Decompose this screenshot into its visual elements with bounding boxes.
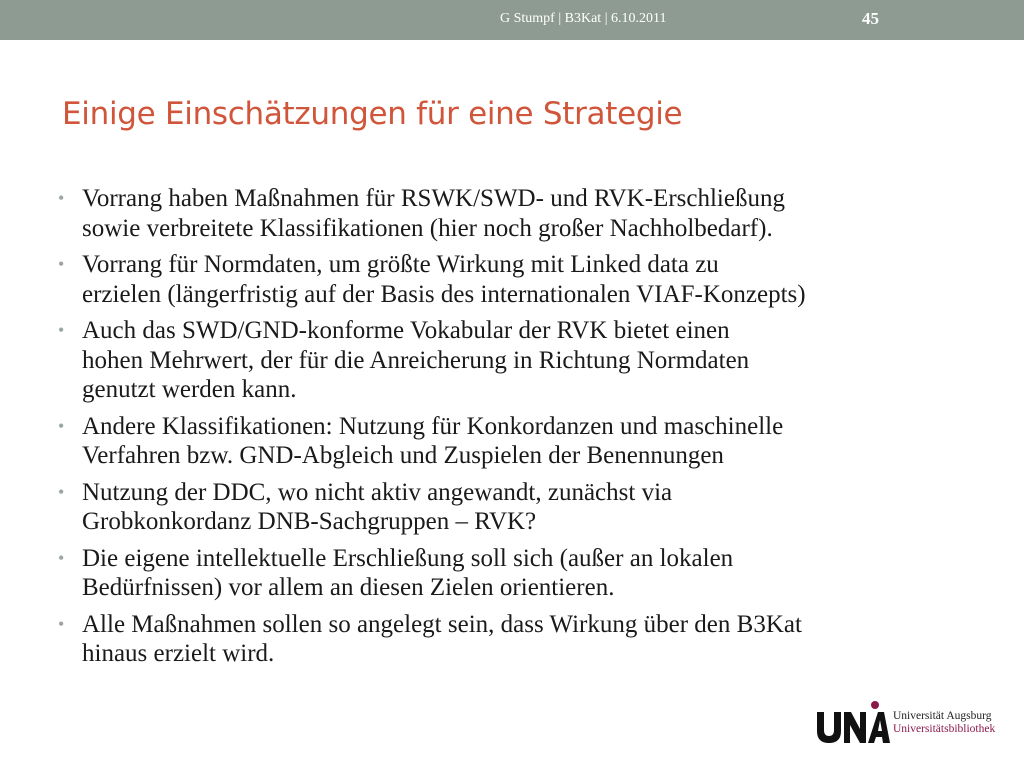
bullet-line: Alle Maßnahmen sollen so angelegt sein, dass Wirkung über den B3Kat [82,610,802,638]
bullet-icon: • [58,415,65,436]
bullet-list [58,184,978,676]
bullet-line: hohen Mehrwert, der für die Anreicherung in Richtung Normdaten [82,346,750,374]
university-logo [815,698,995,748]
bullet-item [58,250,978,309]
bullet-line: Bedürfnissen) vor allem an diesen Zielen orientieren. [82,574,615,601]
bullet-item [58,544,978,603]
bullet-icon: • [58,547,65,568]
bullet-line: erzielen (längerfristig auf der Basis des internationalen VIAF-Konzepts) [82,280,806,308]
header-bar [0,0,1024,40]
bullet-item [58,184,978,243]
bullet-line: hinaus erzielt wird. [82,640,275,667]
bullet-line: Verfahren bzw. GND-Abgleich und Zuspielen der Benennungen [82,442,724,469]
logo-text [893,710,995,736]
bullet-icon: • [58,188,65,208]
bullet-line: Andere Klassifikationen: Nutzung für Konkordanzen und maschinelle [82,412,784,440]
logo-university-name: Universität Augsburg [893,710,992,722]
bullet-line: genutzt werden kann. [82,376,297,403]
bullet-line: sowie verbreitete Klassifikationen (hier noch großer Nachholbedarf). [82,214,773,242]
bullet-icon: • [58,481,65,502]
bullet-item [58,478,978,537]
bullet-line: Die eigene intellektuelle Erschließung soll sich (außer an lokalen [82,544,734,572]
bullet-line: Grobkonkordanz DNB-Sachgruppen – RVK? [82,508,537,535]
bullet-icon: • [58,320,65,340]
slide-title: Einige Einschätzungen für eine Strategie [62,96,683,132]
bullet-line: Auch das SWD/GND-konforme Vokabular der RVK bietet einen [82,317,730,344]
logo-library-name: Universitätsbibliothek [893,723,996,735]
page-number: 45 [862,9,879,28]
bullet-line: Vorrang für Normdaten, um größte Wirkung mit Linked data zu [82,251,719,278]
bullet-line: Nutzung der DDC, wo nicht aktiv angewandt, zunächst via [82,478,673,506]
bullet-item [58,412,978,471]
bullet-item [58,316,978,405]
bullet-icon: • [58,254,65,274]
uni-logo-icon [815,698,891,748]
bullet-icon: • [58,613,65,634]
header-text: G Stumpf | B3Kat | 6.10.2011 [500,11,667,26]
bullet-item [58,610,978,669]
bullet-line: Vorrang haben Maßnahmen für RSWK/SWD- und RVK-Erschließung [82,185,785,212]
